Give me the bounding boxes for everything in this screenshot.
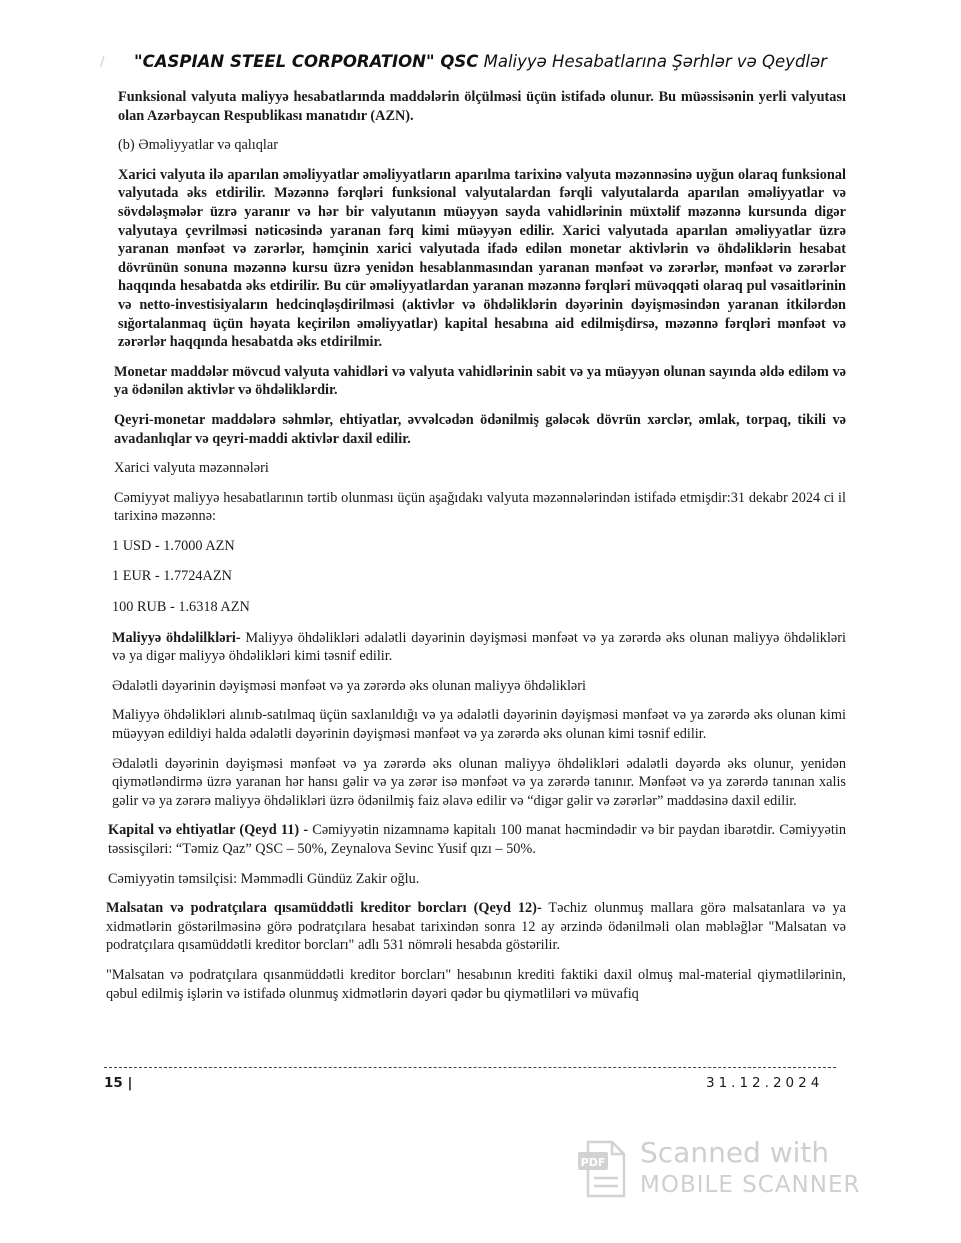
paragraph-non-monetary-items: Qeyri-monetar maddələrə səhmlər, ehtiyatlar, əvvəlcədən ödənilmiş gələcək dövrün xərclər, əmlak, torpaq, tikili və avadanlıqlar və qeyri-maddi aktivlər daxil edilir. <box>114 411 846 447</box>
pdf-document-icon <box>576 1138 632 1200</box>
payables-title: Malsatan və podratçılara qısamüddətli kreditor borcları (Qeyd 12)- <box>106 900 542 917</box>
footer-divider <box>104 1067 836 1068</box>
paragraph-exchange-rates-intro: Cəmiyyət maliyyə hesabatlarının tərtib olunması üçün aşağıdakı valyuta məzənnələrindən istifadə etmişdir:31 dekabr 2024 ci il tarixinə məzənnə: <box>114 489 846 525</box>
capital-reserves-text: Cəmiyyətin nizamnamə kapitalı 100 manat həcmindədir və bir paydan ibarətdir. Cəmiyyətin təssisçiləri: “Təmiz Qaz” QSC – 50%, Zeynalova Sevinc Yusif qızı – 50%. <box>108 822 846 857</box>
watermark-line-2: MOBILE SCANNER <box>640 1172 861 1198</box>
header-subtitle: Maliyyə Hesabatlarına Şərhlər və Qeydlər <box>483 52 827 71</box>
paragraph-payables <box>106 899 846 955</box>
financial-liabilities-title: Maliyyə öhdəlilkləri- <box>112 629 241 646</box>
pdf-icon-label: PDF <box>580 1156 606 1169</box>
paragraph-representative: Cəmiyyətin təmsilçisi: Məmmədli Gündüz Zakir oğlu. <box>108 870 420 887</box>
header-company: "CASPIAN STEEL CORPORATION" QSC <box>134 52 479 71</box>
section-heading-transactions: (b) Əməliyyatlar və qalıqlar <box>118 137 278 154</box>
financial-liabilities-text: Maliyyə öhdəlikləri ədalətli dəyərinin dəyişməsi mənfəət və ya zərərdə əks olunan maliyyə öhdəlikləri və ya digər maliyyə öhdəlikləri kimi təsnif edilir. <box>112 629 846 665</box>
header-slash-mark: / <box>100 54 105 70</box>
page-header <box>0 52 961 71</box>
rate-rub: 100 RUB - 1.6318 AZN <box>112 599 250 616</box>
paragraph-foreign-currency: Xarici valyuta ilə aparılan əməliyyatlar əməliyyatların aparılma tarixinə valyuta məzənnəsinə uyğun olaraq funksional valyutada əks etdirilir. Məzənnə fərqləri funksional valyutalardan fərqli valyutalarda aparılan əməliyyatlar və sövdələşmələr üzrə yaranır və hər bir valyutanın müəyyən sayda vahidlərinin müxtəlif məzənnə kursunda digər valyutaya çevrilməsi nəticəsində yaranan fərq kimi müəyyən edilir. Xarici valyutada aparılan əməliyyatlar üzrə yaranan mənfəət və zərərlər, həmçinin xarici valyutada ifadə edilən monetar aktivlərin və öhdəliklərin hesabat dövrünün sonuna məzənnə kursu üzrə yenidən hesablanmasından yaranan mənfəət və zərərlər, mənfəət və zərərlər haqqında hesabatda əks etdirilir. Bu cür əməliyyatlardan yaranan məzənnə fərqləri müvəqqəti olaraq pul vəsaitlərinin və netto-investisiyaların hedcinqləşdirilməsi (aktivlər və öhdəliklərin dəyərinin dəyişməsindən yaranan itkilərdən sığortalanmaq üçün həyata keçirilən əməliyyatlar) kapital hesabına aid edilmişdirsə, məzənnə fərqləri mənfəət və zərərlər haqqında hesabatda əks etdirilmir. <box>118 166 846 351</box>
document-body <box>106 88 846 1014</box>
paragraph-held-for-trading: Maliyyə öhdəlikləri alınıb-satılmaq üçün saxlanıldığı və ya ədalətli dəyərinin dəyişməsi mənfəət və ya zərərdə əks olunan kimi müəyyən edildiyi halda ədalətli dəyərinin dəyişməsi mənfəət və ya zərərdə əks olunan kimi təsnif edilir. <box>112 707 846 743</box>
scanner-watermark <box>576 1136 866 1206</box>
capital-reserves-title: Kapital və ehtiyatlar (Qeyd 11) - <box>108 822 309 839</box>
page-number: 15 | <box>104 1075 133 1091</box>
footer-date: 31.12.2024 <box>706 1075 824 1091</box>
paragraph-capital-reserves <box>106 821 846 858</box>
paragraph-payables-credit: "Malsatan və podratçılara qısanmüddətli kreditor borcları" hesabının krediti faktiki daxil olmuş mal-material qiymətlilərinin, qəbul edilmiş işlərin və istifadə olunmuş xidmətlərin dəyəri qədər bu qiymətliləri və müvafiq <box>106 966 846 1002</box>
watermark-line-1: Scanned with <box>640 1136 830 1169</box>
paragraph-fair-value-measurement: Ədalətli dəyərinin dəyişməsi mənfəət və ya zərərdə əks olunan maliyyə öhdəlikləri ədalətli dəyərdə əks olunur, yenidən qiymətləndirmə üzrə yaranan hər hansı gəlir və ya zərər isə mənfəət və ya zərərdə tanınır. Mənfəət və ya zərərdə tanınan xalis gəlir və ya zərərə maliyyə öhdəlikləri üzrə ödənilmiş faiz əlavə edilir və “digər gəlir və zərərlər” maddəsinə daxil edilir. <box>112 755 846 809</box>
section-heading-exchange-rates: Xarici valyuta məzənnələri <box>114 460 269 477</box>
payables-text: Təchiz olunmuş mallara görə malsatanlara və ya xidmətlərin göstərilməsinə görə podratçılara hesabat tarixindən sonra 12 ay ərzində ödənilməli olan məbləğlər "Malsatan və podratçılara qısamüddətli kreditor borcları" adlı 531 nömrəli hesabda göstərilir. <box>106 900 846 954</box>
paragraph-monetary-items: Monetar maddələr mövcud valyuta vahidləri və valyuta vahidlərinin sabit və ya müəyyən olunan sayında əldə ediləm və ya ödənilən aktivlər və öhdəliklərdir. <box>114 363 846 399</box>
paragraph-financial-liabilities <box>106 629 846 666</box>
rate-usd: 1 USD - 1.7000 AZN <box>112 537 235 554</box>
paragraph-functional-currency: Funksional valyuta maliyyə hesabatlarında maddələrin ölçülməsi üçün istifadə olunur. Bu müəssisənin yerli valyutası olan Azərbaycan Respublikası manatıdır (AZN). <box>118 89 846 124</box>
section-heading-fair-value: Ədalətli dəyərinin dəyişməsi mənfəət və ya zərərdə əks olunan maliyyə öhdəlikləri <box>112 677 587 694</box>
rate-eur: 1 EUR - 1.7724AZN <box>112 568 232 585</box>
